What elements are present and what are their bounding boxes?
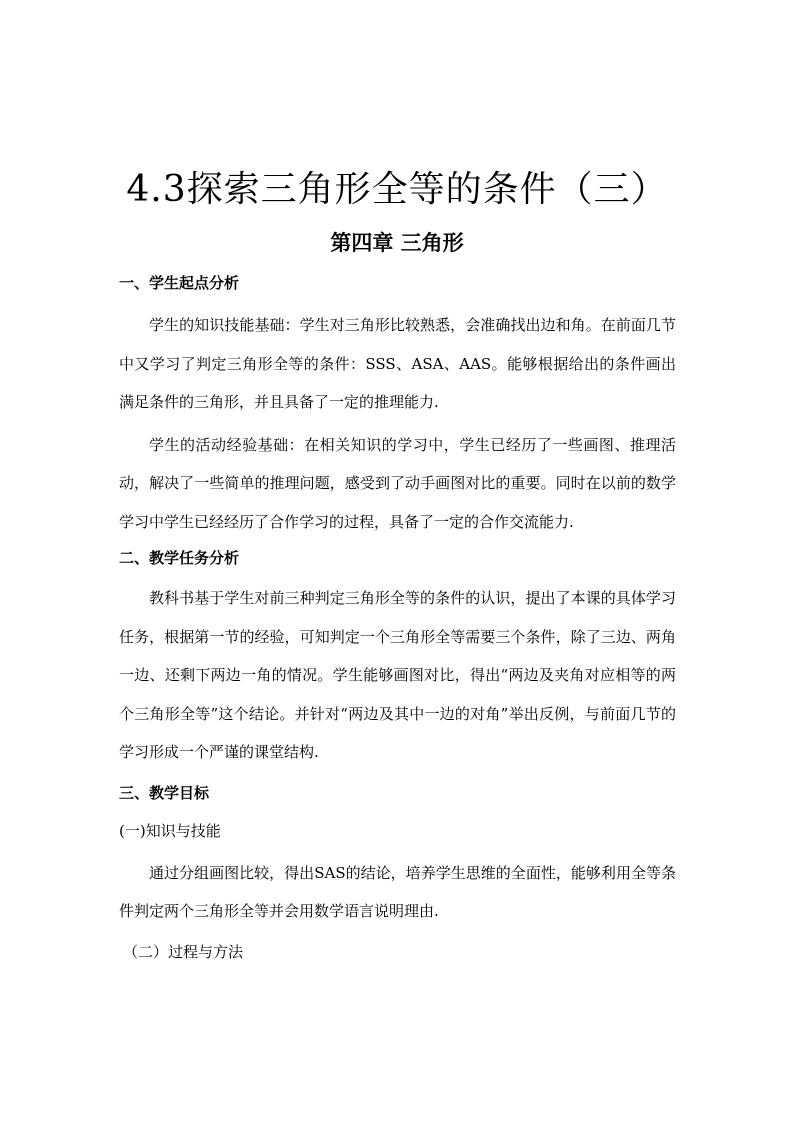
paragraph-knowledge-skills: 通过分组画图比较，得出SAS的结论，培养学生思维的全面性，能够利用全等条件判定两个三角形全等并会用数学语言说明理由. (119, 863, 676, 920)
paragraph-knowledge-basis: 学生的知识技能基础：学生对三角形比较熟悉，会准确找出边和角。在前面几节中又学习了判定三角形全等的条件：SSS、ASA、AAS。能够根据给出的条件画出满足条件的三角形，并且具备了一定的推理能力. (119, 316, 676, 411)
paragraph-task-analysis: 教科书基于学生对前三种判定三角形全等的条件的认识，提出了本课的具体学习任务，根据第一节的经验，可知判定一个三角形全等需要三个条件，除了三边、两角一边、还剩下两边一角的情况。学生能够画图对比，得出“两边及夹角对应相等的两个三角形全等”这个结论。并针对“两边及其中一边的对角”举出反例，与前面几节的学习形成一个严谨的课堂结构. (119, 589, 676, 761)
document-title: 4.3探索三角形全等的条件（三） (126, 169, 668, 210)
subheading-knowledge-skills: (一)知识与技能 (119, 821, 221, 840)
chapter-subtitle: 第四章 三角形 (330, 230, 464, 255)
document-body (119, 270, 676, 965)
section-heading-teaching-goals: 三、教学目标 (119, 783, 210, 802)
paragraph-activity-basis: 学生的活动经验基础：在相关知识的学习中，学生已经历了一些画图、推理活动，解决了一些简单的推理问题，感受到了动手画图对比的重要。同时在以前的数学学习中学生已经经历了合作学习的过程，具备了一定的合作交流能力. (119, 435, 676, 531)
section-heading-student-analysis: 一、学生起点分析 (119, 274, 240, 292)
section-heading-task-analysis: 二、教学任务分析 (119, 549, 240, 567)
subheading-process-method: （二）过程与方法 (123, 942, 244, 961)
